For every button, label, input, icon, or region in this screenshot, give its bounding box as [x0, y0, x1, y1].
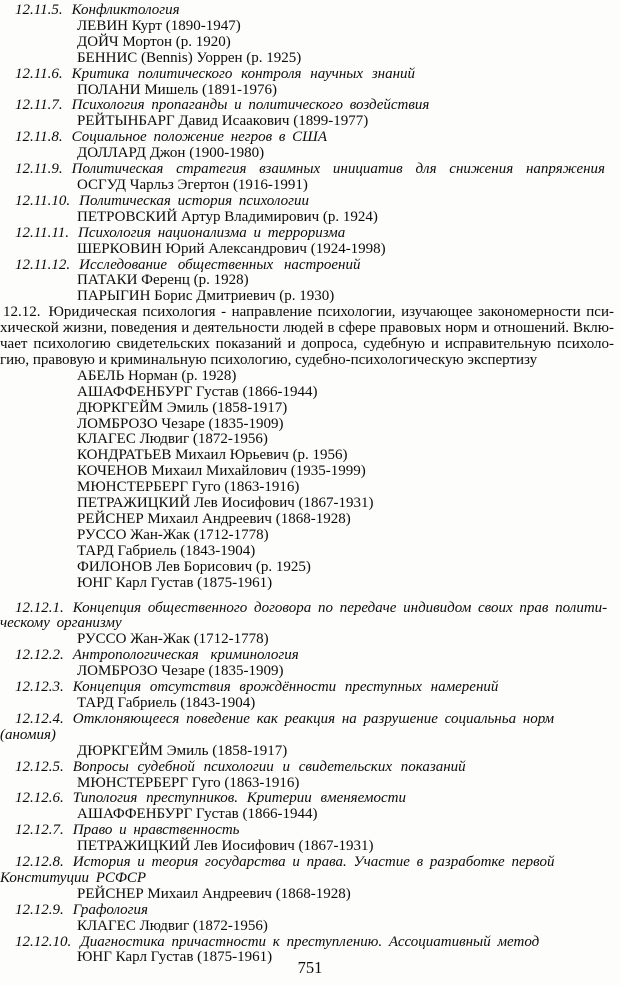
section-number: 12.11.9.	[15, 161, 63, 178]
person-entry: РЕЙТЫНБАРГ Давид Исаакович (1899-1977)	[77, 113, 369, 130]
person-entry: ЮНГ Карл Густав (1875-1961)	[77, 949, 273, 966]
section-heading	[0, 194, 616, 210]
section-number: 12.12.8.	[15, 854, 64, 871]
person-entry: ПЕТРАЖИЦКИЙ Лев Иосифович (1867-1931)	[77, 495, 374, 512]
section-heading	[0, 162, 616, 178]
section-number: 12.12.	[3, 304, 41, 321]
person-entry: ЮНГ Карл Густав (1875-1961)	[77, 574, 273, 591]
section-heading	[0, 3, 616, 19]
section-number: 12.12.3.	[15, 679, 64, 696]
section-description-text: Юридическая психология - направление психологии, изучающее закономерности психической жизни, поведения и деятельности людей в сфере правовых норм и отношений. Включает психологию свидетельских показаний и допроса, судебную и исправительную психологию, правовую и криминальную психологию, судебно-психологическую экспертизу	[0, 304, 614, 368]
person-entry: ДЮРКГЕЙМ Эмиль (1858-1917)	[77, 742, 288, 759]
section	[0, 855, 616, 903]
person-entry: АШАФФЕНБУРГ Густав (1866-1944)	[77, 383, 318, 400]
section-number: 12.12.9.	[15, 901, 64, 918]
section-number: 12.12.6.	[15, 790, 64, 807]
section-number: 12.11.7.	[15, 97, 63, 114]
section-title: Конфликтология	[71, 2, 180, 18]
section-title: Психология пропаганды и политического воздействия	[71, 97, 430, 114]
person-entry: МЮНСТЕРБЕРГ Гуго (1863-1916)	[77, 774, 300, 791]
section	[0, 98, 616, 130]
section-title: Графология	[72, 901, 148, 918]
person-entry: ЛОМБРОЗО Чезаре (1835-1909)	[77, 415, 284, 432]
section-number: 12.11.5.	[15, 2, 63, 18]
section-title: Антропологическая криминология	[72, 647, 299, 664]
person-entry: МЮНСТЕРБЕРГ Гуго (1863-1916)	[77, 479, 300, 496]
section-heading	[0, 226, 616, 242]
person-entry: БЕННИС (Bennis) Уоррен (р. 1925)	[77, 49, 302, 66]
person-entry: ДЮРКГЕЙМ Эмиль (1858-1917)	[77, 399, 288, 416]
section	[0, 162, 616, 194]
section-title: Диагностика причастности к преступлению. Ассоциативный метод	[80, 933, 540, 950]
section-number: 12.12.10.	[15, 933, 72, 950]
section-heading	[0, 712, 616, 744]
section	[0, 903, 616, 935]
person-entry: АБЕЛЬ Норман (р. 1928)	[77, 367, 237, 384]
section-heading	[0, 258, 616, 274]
section-description	[0, 305, 616, 369]
section	[0, 258, 616, 306]
section-number: 12.12.7.	[15, 822, 64, 839]
person-entry: КОНДРАТЬЕВ Михаил Юрьевич (р. 1956)	[77, 447, 348, 464]
person-entry: КЛАГЕС Людвиг (1872-1956)	[77, 431, 268, 448]
section-title: Критика политического контроля научных знаний	[71, 65, 416, 82]
section-title: Исследование общественных настроений	[79, 256, 361, 273]
section-number: 12.11.12.	[15, 256, 71, 273]
section-title: Концепция общественного договора по передаче индивидом своих прав политическому организму	[0, 599, 608, 632]
section-title: Социальное положение негров в США	[71, 129, 327, 146]
person-entry: РЕЙСНЕР Михаил Андреевич (1868-1928)	[77, 511, 351, 527]
section-number: 12.11.11.	[15, 224, 70, 241]
section-title: Право и нравственность	[72, 822, 240, 839]
section-number: 12.11.10.	[15, 192, 71, 209]
section	[0, 194, 616, 226]
person-entry: РУССО Жан-Жак (1712-1778)	[77, 526, 269, 543]
section-heading	[0, 67, 616, 83]
section	[0, 760, 616, 792]
section	[0, 3, 616, 67]
section	[0, 680, 616, 712]
section	[0, 791, 616, 823]
person-entry: ЛОМБРОЗО Чезаре (1835-1909)	[77, 663, 284, 680]
section-number: 12.12.4.	[15, 710, 64, 727]
person-entry: ДОЛЛАРД Джон (1900-1980)	[77, 145, 265, 162]
section-number: 12.12.1.	[15, 599, 64, 616]
person-entry: ПАРЫГИН Борис Дмитриевич (р. 1930)	[77, 288, 335, 305]
person-entry: ДОЙЧ Мортон (р. 1920)	[77, 33, 231, 50]
person-entry: ПОЛАНИ Мишель (1891-1976)	[77, 81, 277, 98]
section-number: 12.11.8.	[15, 129, 63, 146]
section	[0, 648, 616, 680]
person-entry: ШЕРКОВИН Юрий Александрович (1924-1998)	[77, 240, 386, 257]
person-entry: РУССО Жан-Жак (1712-1778)	[77, 631, 269, 648]
section	[0, 601, 616, 649]
section	[0, 823, 616, 855]
section-heading	[0, 823, 616, 839]
section-title: История и теория государства и права. Участие в разработке первой Конституции РСФСР	[0, 854, 555, 886]
person-entry: КЛАГЕС Людвиг (1872-1956)	[77, 917, 268, 934]
section-heading	[0, 855, 616, 887]
section	[0, 305, 616, 591]
person-entry: ПЕТРАЖИЦКИЙ Лев Иосифович (1867-1931)	[77, 838, 374, 855]
person-entry: РЕЙСНЕР Михаил Андреевич (1868-1928)	[77, 885, 351, 902]
section-title: Политическая стратегия взаимных инициатив для снижения напряжения	[71, 161, 606, 178]
section-title: Вопросы судебной психологии и свидетельских показаний	[72, 758, 466, 775]
person-entry: ФИЛОНОВ Лев Борисович (р. 1925)	[77, 558, 311, 575]
section-heading	[0, 601, 616, 633]
section-heading	[0, 760, 616, 776]
person-entry: ТАРД Габриель (1843-1904)	[77, 694, 256, 711]
section	[0, 130, 616, 162]
section-heading	[0, 98, 616, 114]
person-entry: ОСГУД Чарльз Эгертон (1916-1991)	[77, 176, 308, 193]
section-title: Отклоняющееся поведение как реакция на разрушение социальньа норм (аномия)	[0, 710, 555, 743]
page-number: 751	[297, 958, 323, 977]
person-entry: ПЕТРОВСКИЙ Артур Владимирович (р. 1924)	[77, 208, 378, 225]
section-heading	[0, 935, 616, 951]
section-heading	[0, 791, 616, 807]
person-entry: ТАРД Габриель (1843-1904)	[77, 542, 256, 559]
person-entry: АШАФФЕНБУРГ Густав (1866-1944)	[77, 806, 318, 823]
section-title: Психология национализма и терроризма	[78, 224, 346, 241]
section-heading	[0, 130, 616, 146]
person-entry: ПАТАКИ Ференц (р. 1928)	[77, 272, 249, 289]
section-number: 12.12.5.	[15, 758, 64, 775]
section	[0, 67, 616, 99]
person-entry: КОЧЕНОВ Михаил Михайлович (1935-1999)	[77, 463, 366, 480]
section-number: 12.12.2.	[15, 647, 64, 664]
section-title: Типология преступников. Критерии вменяемости	[72, 790, 406, 807]
section-heading	[0, 680, 616, 696]
person-entry: ЛЕВИН Курт (1890-1947)	[77, 17, 241, 34]
section	[0, 226, 616, 258]
section	[0, 712, 616, 760]
section-heading	[0, 903, 616, 919]
section-title: Концепция отсутствия врождённости преступных намерений	[72, 679, 499, 696]
section-number: 12.11.6.	[15, 65, 63, 82]
section-heading	[0, 648, 616, 664]
section-title: Политическая история психологии	[79, 192, 309, 209]
